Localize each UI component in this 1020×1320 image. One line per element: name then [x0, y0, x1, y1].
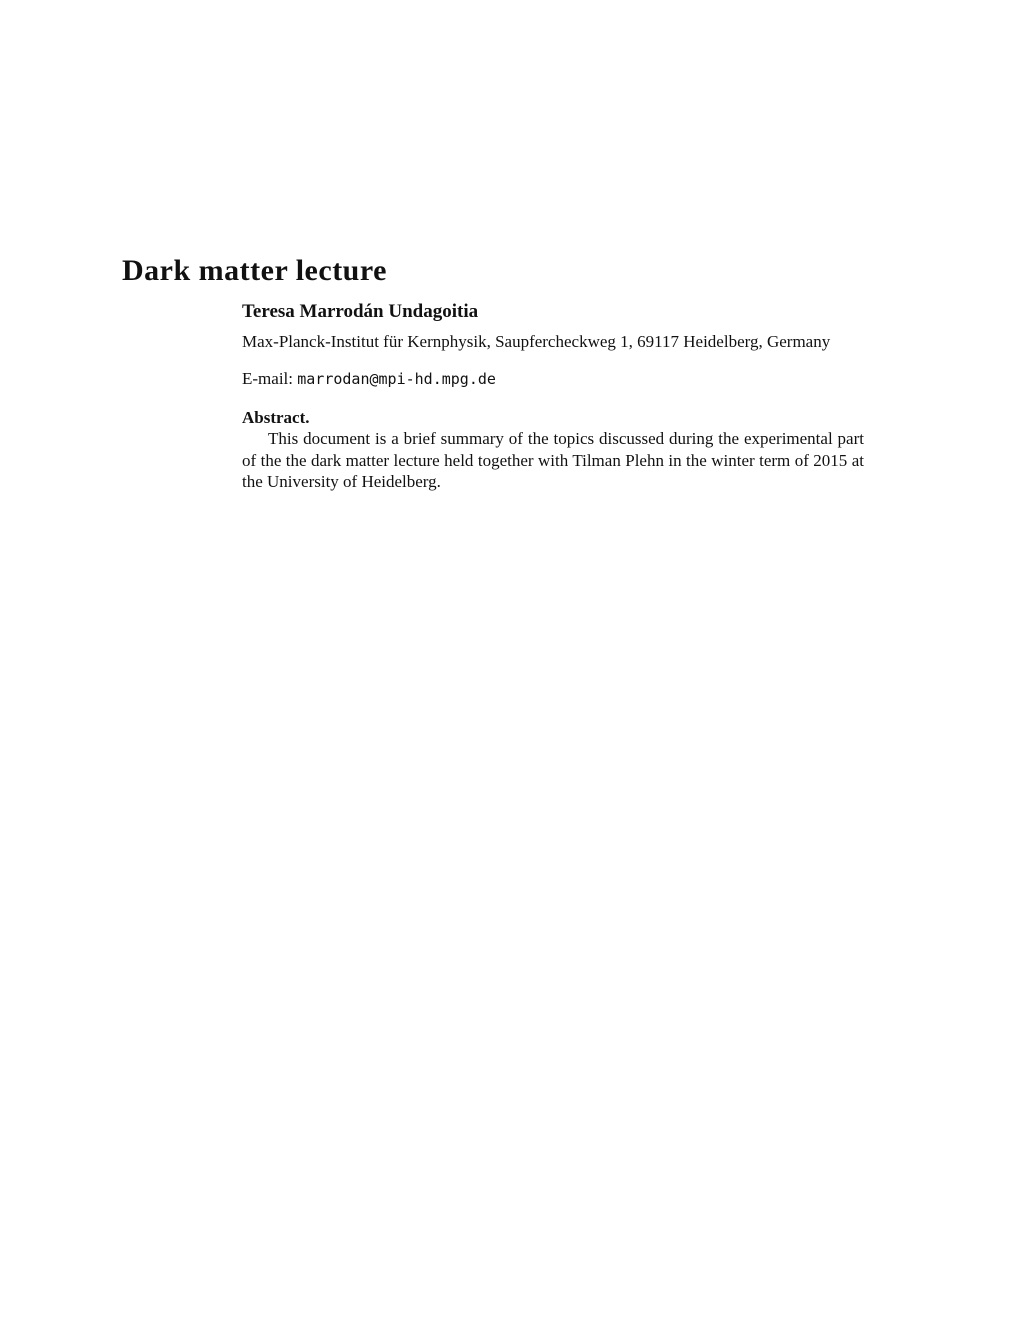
author-name: Teresa Marrodán Undagoitia: [242, 301, 479, 322]
email-label: E-mail:: [242, 369, 298, 389]
abstract-text: This document is a brief summary of the topics discussed during the experimental part of the the dark matter lecture held together with Tilman Plehn in the winter term of 2015 at the University of Heidelberg.: [242, 429, 864, 492]
abstract-block: [242, 407, 864, 493]
email-address: marrodan@mpi-hd.mpg.de: [297, 370, 496, 389]
paper-title: Dark matter lecture: [122, 254, 387, 288]
author-block: [242, 302, 867, 407]
author-affiliation: Max-Planck-Institut für Kernphysik, Saupfercheckweg 1, 69117 Heidelberg, Germany: [242, 331, 831, 351]
email-line: [242, 369, 867, 389]
abstract-heading: Abstract.: [242, 408, 310, 427]
